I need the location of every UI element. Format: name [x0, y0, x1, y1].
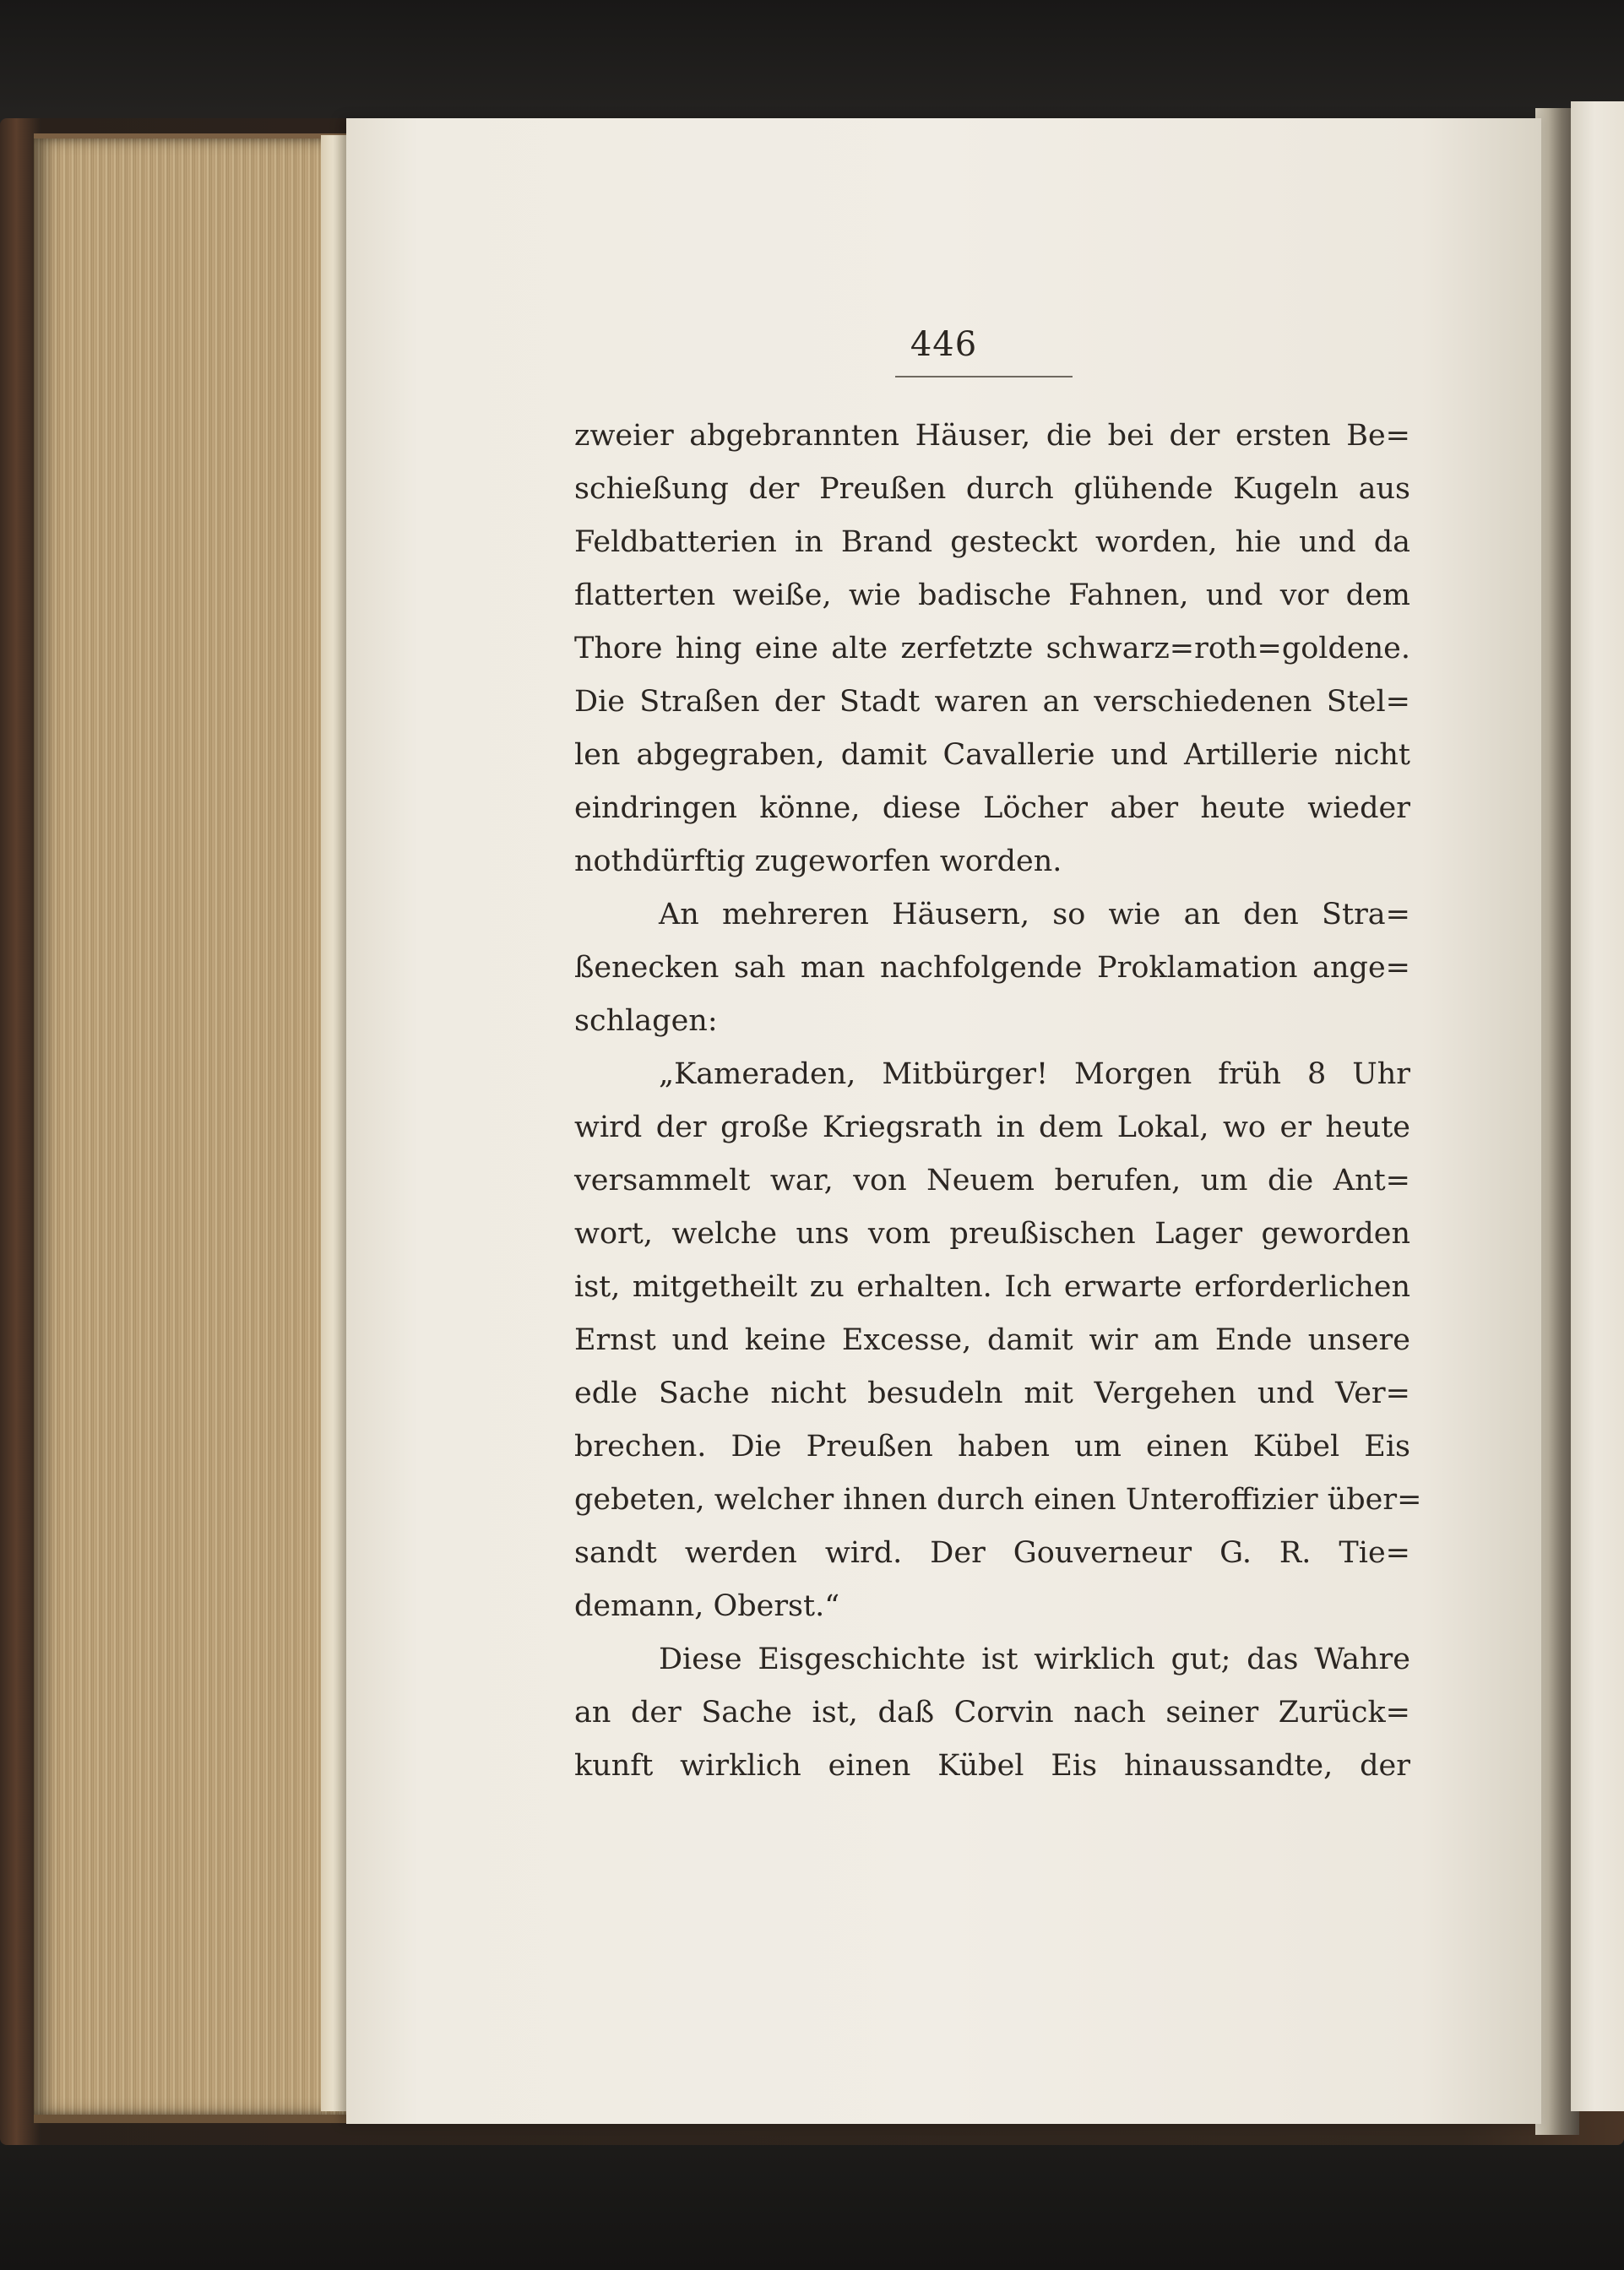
text-line: „Kameraden, Mitbürger! Morgen früh 8 Uhr — [659, 1057, 1410, 1091]
text-line: Diese Eisgeschichte ist wirklich gut; das Wahre — [659, 1643, 1410, 1676]
text-line: wort, welche uns vom preußischen Lager geworden — [574, 1217, 1410, 1251]
text-line: demann, Oberst.“ — [574, 1589, 840, 1623]
text-line: len abgegraben, damit Cavallerie und Artillerie nicht — [574, 738, 1410, 772]
text-line: eindringen könne, diese Löcher aber heute wieder — [574, 791, 1410, 825]
text-line: gebeten, welcher ihnen durch einen Unteroffizier über= — [574, 1483, 1422, 1517]
text-line: wird der große Kriegsrath in dem Lokal, wo er heute — [574, 1111, 1410, 1144]
text-line: edle Sache nicht besudeln mit Vergehen und Ver= — [574, 1377, 1410, 1410]
text-line: Thore hing eine alte zerfetzte schwarz=roth=goldene. — [574, 632, 1410, 665]
book-page — [346, 118, 1541, 2124]
text-line: Ernst und keine Excesse, damit wir am Ende unsere — [574, 1323, 1410, 1357]
page-number: 446 — [910, 325, 978, 364]
text-line: Die Straßen der Stadt waren an verschiedenen Stel= — [574, 685, 1410, 719]
text-line: ist, mitgetheilt zu erhalten. Ich erwarte erforderlichen — [574, 1270, 1410, 1304]
header-rule — [895, 376, 1073, 377]
text-line: Feldbatterien in Brand gesteckt worden, hie und da — [574, 525, 1410, 559]
page-block-edges — [34, 133, 355, 2123]
page-text — [574, 410, 1422, 1793]
text-line: zweier abgebrannten Häuser, die bei der ersten Be= — [574, 419, 1410, 453]
text-line: ßenecken sah man nachfolgende Proklamation ange= — [574, 951, 1410, 985]
text-line: nothdürftig zugeworfen worden. — [574, 844, 1062, 878]
text-line: an der Sache ist, daß Corvin nach seiner Zurück= — [574, 1696, 1410, 1730]
facing-page-edge — [1571, 101, 1624, 2111]
text-line: flatterten weiße, wie badische Fahnen, und vor dem — [574, 578, 1410, 612]
text-line: kunft wirklich einen Kübel Eis hinaussandte, der — [574, 1749, 1410, 1783]
text-line: An mehreren Häusern, so wie an den Stra= — [659, 898, 1410, 931]
text-line: schießung der Preußen durch glühende Kugeln aus — [574, 472, 1410, 506]
text-line: sandt werden wird. Der Gouverneur G. R. Tie= — [574, 1536, 1410, 1570]
text-line: versammelt war, von Neuem berufen, um die Ant= — [574, 1164, 1410, 1197]
text-line: schlagen: — [574, 1004, 718, 1038]
text-line: brechen. Die Preußen haben um einen Kübel Eis — [574, 1430, 1410, 1464]
